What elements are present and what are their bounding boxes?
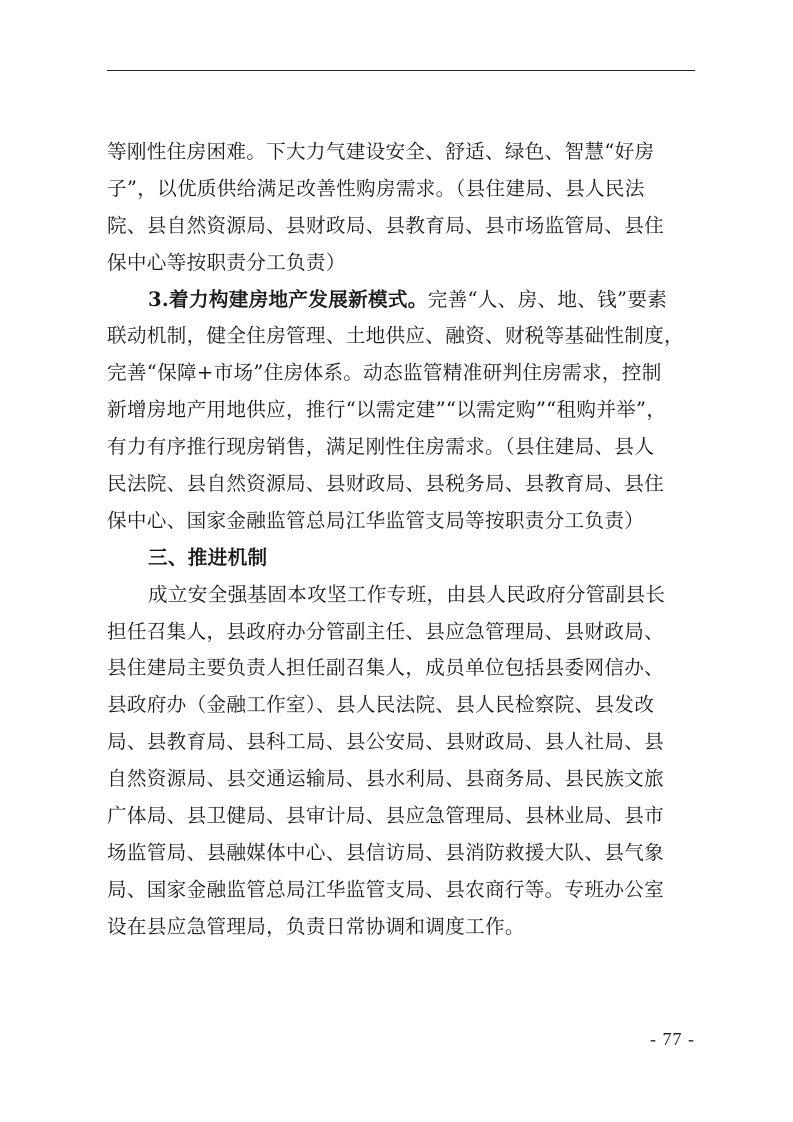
page-number: - 77 - bbox=[650, 1029, 695, 1049]
paragraph-line: 县政府办（金融工作室）、县人民法院、县人民检察院、县发改 bbox=[107, 693, 655, 717]
paragraph-line: 县住建局主要负责人担任副召集人，成员单位包括县委网信办、 bbox=[107, 656, 665, 680]
paragraph-line: 等刚性住房困难。下大力气建设安全、舒适、绿色、智慧“好房 bbox=[107, 140, 655, 163]
document-body bbox=[107, 134, 695, 946]
paragraph-line: 自然资源局、县交通运输局、县水利局、县商务局、县民族文旅 bbox=[107, 767, 665, 791]
paragraph-line: 有力有序推行现房销售，满足刚性住房需求。（县住建局、县人 bbox=[107, 435, 655, 459]
paragraph-line: 民法院、县自然资源局、县财政局、县税务局、县教育局、县住 bbox=[107, 472, 665, 496]
paragraph-line: 设在县应急管理局，负责日常协调和调度工作。 bbox=[107, 914, 525, 938]
paragraph-line: 担任召集人，县政府办分管副主任、县应急管理局、县财政局、 bbox=[107, 619, 665, 643]
paragraph-line: 联动机制，健全住房管理、土地供应、融资、财税等基础性制度， bbox=[107, 324, 684, 348]
paragraph-line: 成立安全强基固本攻坚工作专班，由县人民政府分管副县长 bbox=[148, 582, 666, 606]
subsection-heading: 3.着力构建房地产发展新模式。 bbox=[148, 287, 428, 311]
paragraph-line: 广体局、县卫健局、县审计局、县应急管理局、县林业局、县市 bbox=[107, 804, 665, 828]
paragraph-text: 完善“人、房、地、钱”要素 bbox=[427, 287, 668, 311]
paragraph-line: 局、县教育局、县科工局、县公安局、县财政局、县人社局、县 bbox=[107, 730, 665, 754]
paragraph-line: 完善“保障+市场”住房体系。动态监管精准研判住房需求，控制 bbox=[107, 361, 662, 385]
paragraph-line: 院、县自然资源局、县财政局、县教育局、县市场监管局、县住 bbox=[107, 213, 665, 237]
paragraph-line: 新增房地产用地供应，推行“以需定建”“以需定购”“租购并举”， bbox=[107, 398, 667, 422]
paragraph-line: 场监管局、县融媒体中心、县信访局、县消防救援大队、县气象 bbox=[107, 840, 665, 864]
section-heading: 三、推进机制 bbox=[148, 545, 268, 569]
subsection-first-line bbox=[107, 282, 695, 319]
header-rule bbox=[107, 70, 695, 71]
paragraph-line: 子”，以优质供给满足改善性购房需求。（县住建局、县人民法 bbox=[107, 176, 645, 200]
paragraph-line: 局、国家金融监管总局江华监管支局、县农商行等。专班办公室 bbox=[107, 877, 665, 901]
paragraph-line: 保中心、国家金融监管总局江华监管支局等按职责分工负责） bbox=[107, 508, 645, 532]
paragraph-line: 保中心等按职责分工负责） bbox=[107, 250, 346, 274]
